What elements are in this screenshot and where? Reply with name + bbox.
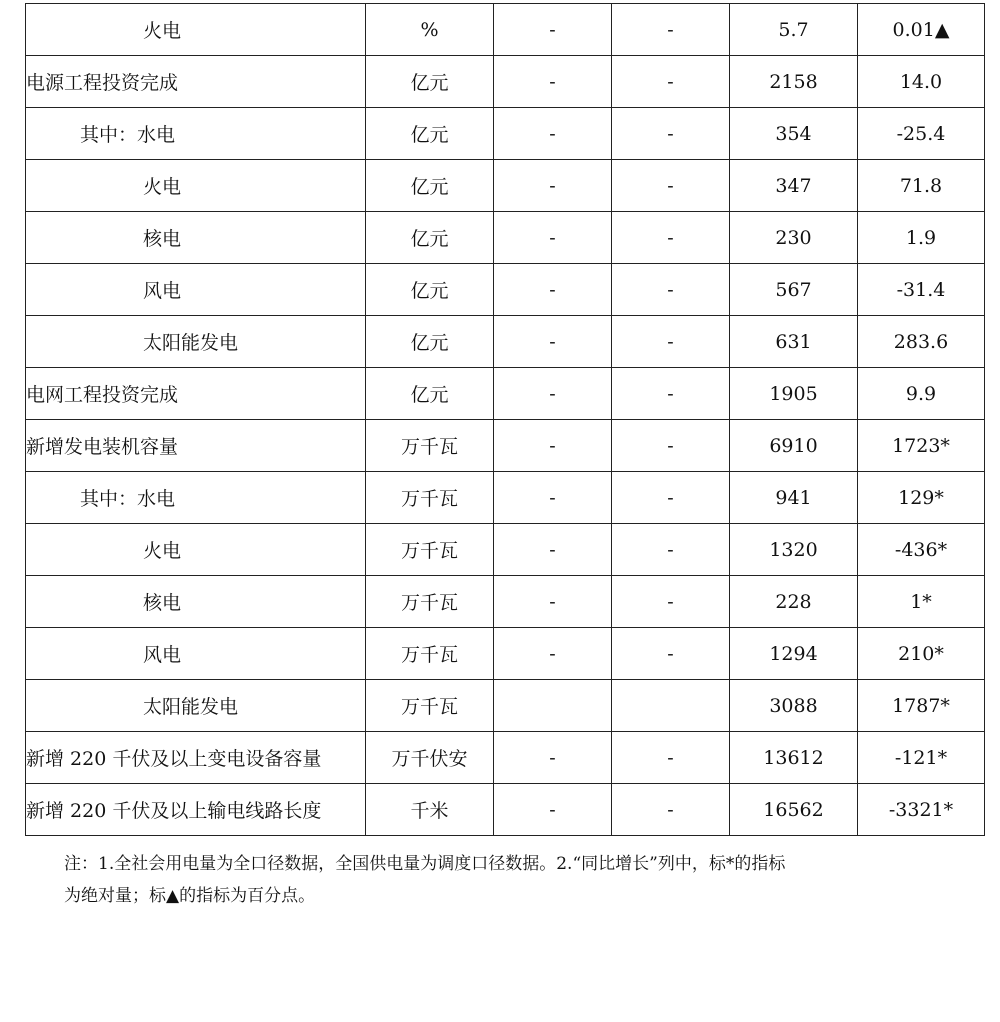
value-col-3-cell xyxy=(494,680,612,732)
statistics-table xyxy=(25,3,985,836)
value-col-5-cell: 3088 xyxy=(730,680,858,732)
unit-cell: 亿元 xyxy=(366,316,494,368)
unit-cell: 亿元 xyxy=(366,160,494,212)
table-row xyxy=(26,160,985,212)
table-row xyxy=(26,472,985,524)
indicator-name-cell: 电网工程投资完成 xyxy=(26,368,366,420)
value-col-5-cell: 228 xyxy=(730,576,858,628)
value-col-4-cell: - xyxy=(612,264,730,316)
value-col-3-cell: - xyxy=(494,576,612,628)
value-col-5-cell: 347 xyxy=(730,160,858,212)
table-row xyxy=(26,264,985,316)
value-col-5-cell: 16562 xyxy=(730,784,858,836)
indicator-name-cell: 电源工程投资完成 xyxy=(26,56,366,108)
unit-cell: 万千瓦 xyxy=(366,472,494,524)
value-col-3-cell: - xyxy=(494,4,612,56)
value-col-3-cell: - xyxy=(494,628,612,680)
unit-cell: 亿元 xyxy=(366,212,494,264)
indicator-name-cell: 其中：水电 xyxy=(26,472,366,524)
value-col-6-cell: -31.4 xyxy=(858,264,985,316)
value-col-3-cell: - xyxy=(494,56,612,108)
table-row xyxy=(26,212,985,264)
value-col-6-cell: -3321* xyxy=(858,784,985,836)
value-col-3-cell: - xyxy=(494,160,612,212)
value-col-3-cell: - xyxy=(494,524,612,576)
value-col-5-cell: 567 xyxy=(730,264,858,316)
value-col-5-cell: 1294 xyxy=(730,628,858,680)
indicator-name-cell: 风电 xyxy=(26,628,366,680)
indicator-name-cell: 新增 220 千伏及以上变电设备容量 xyxy=(26,732,366,784)
value-col-5-cell: 13612 xyxy=(730,732,858,784)
unit-cell: 万千瓦 xyxy=(366,420,494,472)
table-row xyxy=(26,680,985,732)
value-col-5-cell: 230 xyxy=(730,212,858,264)
table-row xyxy=(26,368,985,420)
value-col-4-cell: - xyxy=(612,368,730,420)
unit-cell: 万千伏安 xyxy=(366,732,494,784)
unit-cell: 千米 xyxy=(366,784,494,836)
value-col-6-cell: 14.0 xyxy=(858,56,985,108)
indicator-name-cell: 火电 xyxy=(26,524,366,576)
value-col-4-cell: - xyxy=(612,628,730,680)
table-row xyxy=(26,420,985,472)
value-col-6-cell: 9.9 xyxy=(858,368,985,420)
indicator-name-cell: 太阳能发电 xyxy=(26,680,366,732)
table-row xyxy=(26,784,985,836)
indicator-name-cell: 火电 xyxy=(26,4,366,56)
unit-cell: 亿元 xyxy=(366,56,494,108)
footnote-line-1: 注：1.全社会用电量为全口径数据，全国供电量为调度口径数据。2.“同比增长”列中，标*的指标 xyxy=(64,854,786,874)
unit-cell: 万千瓦 xyxy=(366,524,494,576)
value-col-3-cell: - xyxy=(494,316,612,368)
value-col-5-cell: 631 xyxy=(730,316,858,368)
value-col-4-cell: - xyxy=(612,4,730,56)
indicator-name-cell: 新增 220 千伏及以上输电线路长度 xyxy=(26,784,366,836)
unit-cell: 亿元 xyxy=(366,108,494,160)
value-col-4-cell: - xyxy=(612,212,730,264)
footnote xyxy=(64,848,964,912)
value-col-3-cell: - xyxy=(494,108,612,160)
value-col-5-cell: 1905 xyxy=(730,368,858,420)
unit-cell: % xyxy=(366,4,494,56)
indicator-name-cell: 太阳能发电 xyxy=(26,316,366,368)
value-col-3-cell: - xyxy=(494,368,612,420)
footnote-line-2: 为绝对量；标▲的指标为百分点。 xyxy=(64,886,316,906)
value-col-5-cell: 6910 xyxy=(730,420,858,472)
table-row xyxy=(26,316,985,368)
indicator-name-cell: 其中：水电 xyxy=(26,108,366,160)
unit-cell: 万千瓦 xyxy=(366,680,494,732)
value-col-4-cell: - xyxy=(612,784,730,836)
value-col-5-cell: 1320 xyxy=(730,524,858,576)
value-col-5-cell: 5.7 xyxy=(730,4,858,56)
value-col-6-cell: 1.9 xyxy=(858,212,985,264)
value-col-6-cell: -121* xyxy=(858,732,985,784)
value-col-3-cell: - xyxy=(494,264,612,316)
value-col-6-cell: 1723* xyxy=(858,420,985,472)
value-col-6-cell: 0.01▲ xyxy=(858,4,985,56)
value-col-5-cell: 354 xyxy=(730,108,858,160)
value-col-4-cell: - xyxy=(612,56,730,108)
table-row xyxy=(26,576,985,628)
value-col-6-cell: 1* xyxy=(858,576,985,628)
indicator-name-cell: 核电 xyxy=(26,212,366,264)
value-col-6-cell: 210* xyxy=(858,628,985,680)
table-row xyxy=(26,732,985,784)
unit-cell: 亿元 xyxy=(366,368,494,420)
indicator-name-cell: 火电 xyxy=(26,160,366,212)
unit-cell: 亿元 xyxy=(366,264,494,316)
value-col-5-cell: 941 xyxy=(730,472,858,524)
value-col-5-cell: 2158 xyxy=(730,56,858,108)
table-row xyxy=(26,628,985,680)
value-col-4-cell: - xyxy=(612,316,730,368)
value-col-3-cell: - xyxy=(494,420,612,472)
indicator-name-cell: 风电 xyxy=(26,264,366,316)
value-col-6-cell: 71.8 xyxy=(858,160,985,212)
indicator-name-cell: 新增发电装机容量 xyxy=(26,420,366,472)
unit-cell: 万千瓦 xyxy=(366,628,494,680)
value-col-4-cell xyxy=(612,680,730,732)
unit-cell: 万千瓦 xyxy=(366,576,494,628)
value-col-6-cell: 283.6 xyxy=(858,316,985,368)
value-col-3-cell: - xyxy=(494,732,612,784)
value-col-3-cell: - xyxy=(494,472,612,524)
value-col-6-cell: 1787* xyxy=(858,680,985,732)
table-row xyxy=(26,524,985,576)
table-row xyxy=(26,56,985,108)
value-col-4-cell: - xyxy=(612,420,730,472)
value-col-6-cell: -25.4 xyxy=(858,108,985,160)
value-col-4-cell: - xyxy=(612,472,730,524)
value-col-4-cell: - xyxy=(612,576,730,628)
value-col-3-cell: - xyxy=(494,784,612,836)
indicator-name-cell: 核电 xyxy=(26,576,366,628)
value-col-4-cell: - xyxy=(612,108,730,160)
value-col-4-cell: - xyxy=(612,160,730,212)
table-row xyxy=(26,108,985,160)
table-row xyxy=(26,4,985,56)
value-col-6-cell: 129* xyxy=(858,472,985,524)
value-col-4-cell: - xyxy=(612,732,730,784)
value-col-3-cell: - xyxy=(494,212,612,264)
value-col-4-cell: - xyxy=(612,524,730,576)
statistics-table-body xyxy=(26,4,985,836)
value-col-6-cell: -436* xyxy=(858,524,985,576)
